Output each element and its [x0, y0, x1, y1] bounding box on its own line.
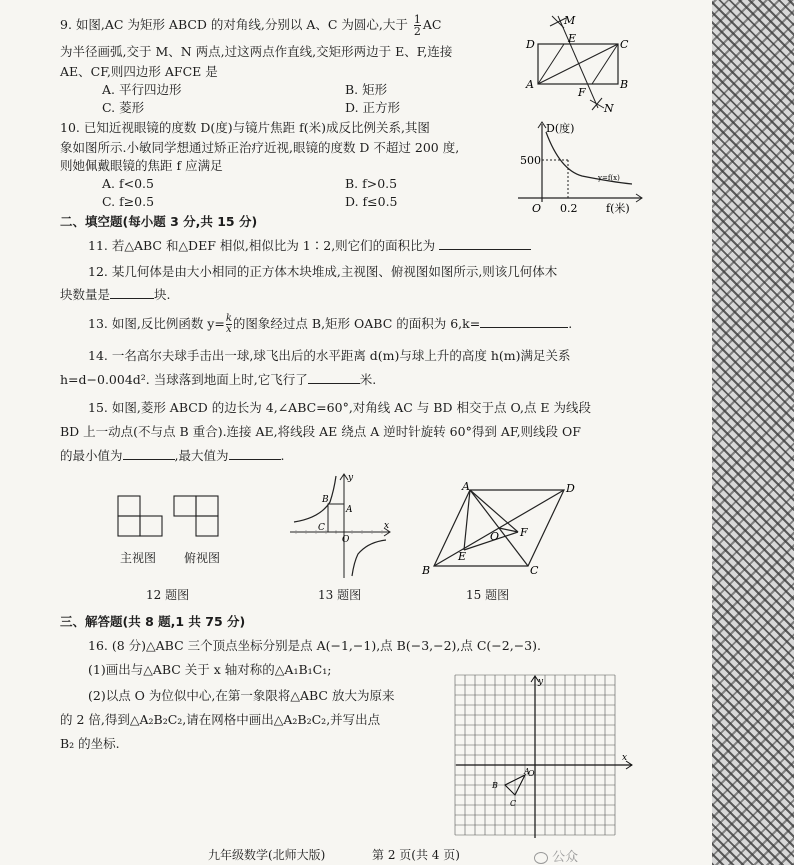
q16-part2b: 的 2 倍,得到△A₂B₂C₂,请在网格中画出△A₂B₂C₂,并写出点 — [60, 712, 381, 727]
svg-text:x: x — [384, 521, 390, 531]
q9-option-d: D. 正方形 — [345, 100, 401, 115]
fig13-caption: 13 题图 — [318, 588, 362, 602]
svg-text:f(米): f(米) — [606, 202, 630, 214]
svg-text:A: A — [346, 505, 353, 515]
svg-text:B: B — [422, 564, 431, 577]
q9-option-a: A. 平行四边形 — [102, 82, 182, 97]
svg-text:B: B — [322, 495, 329, 505]
q16-coordinate-grid — [452, 672, 638, 840]
fig12-front-view-label: 主视图 — [120, 551, 157, 565]
q10-option-a: A. f<0.5 — [102, 176, 154, 191]
q15-line3: 的最小值为 ,最大值为 . — [60, 448, 285, 463]
footer-page-number: 第 2 页(共 4 页) — [372, 848, 460, 862]
q10-option-b: B. f>0.5 — [345, 176, 398, 191]
svg-text:M: M — [564, 14, 576, 27]
svg-text:A: A — [462, 480, 470, 493]
q15-line2: BD 上一动点(不与点 B 重合).连接 AE,将线段 AE 绕点 A 逆时针旋转 60°得到 AF,则线段 OF — [60, 424, 581, 439]
svg-text:C: C — [510, 799, 517, 808]
svg-text:D: D — [566, 482, 575, 495]
q16-line1: 16. (8 分)△ABC 三个顶点坐标分别是点 A(−1,−1),点 B(−3,−2),点 C(−2,−3). — [88, 638, 541, 653]
svg-text:C: C — [620, 38, 629, 51]
page-border-pattern — [712, 0, 794, 865]
svg-text:O: O — [342, 535, 350, 545]
q9-option-c: C. 菱形 — [102, 100, 145, 115]
q12-line1: 12. 某几何体是由大小相同的正方体木块堆成,主视图、俯视图如图所示,则该几何体木 — [88, 264, 558, 279]
watermark: 公众 — [534, 846, 578, 865]
q10-option-c: C. f≥0.5 — [102, 194, 155, 209]
q9-option-b: B. 矩形 — [345, 82, 388, 97]
q14-line2: h=d−0.004d². 当球落到地面上时,它飞行了 米. — [60, 372, 377, 387]
q9-line2: 为半径画弧,交于 M、N 两点,过这两点作直线,交矩形两边于 E、F,连接 — [60, 44, 453, 59]
svg-text:x: x — [622, 753, 628, 763]
fig15-caption: 15 题图 — [466, 588, 510, 602]
q10-graph-figure — [512, 118, 652, 214]
svg-text:N: N — [604, 102, 614, 115]
q10-line3: 则她佩戴眼镜的焦距 f 应满足 — [60, 158, 223, 173]
q9-rectangle-figure — [520, 8, 640, 116]
q14-line1: 14. 一名高尔夫球手击出一球,球飞出后的水平距离 d(m)与球上升的高度 h(m)满足关系 — [88, 348, 571, 363]
q15-line1: 15. 如图,菱形 ABCD 的边长为 4,∠ABC=60°,对角线 AC 与 BD 相交于点 O,点 E 为线段 — [88, 400, 592, 415]
svg-text:B: B — [492, 781, 498, 790]
svg-text:y: y — [538, 677, 544, 687]
svg-text:y: y — [348, 473, 354, 483]
fig13-hyperbola — [286, 470, 396, 582]
q16-part1: (1)画出与△ABC 关于 x 轴对称的△A₁B₁C₁; — [88, 662, 332, 677]
fig12-top-view-label: 俯视图 — [184, 551, 221, 565]
svg-text:D(度): D(度) — [546, 122, 575, 135]
q11-text: 11. 若△ABC 和△DEF 相似,相似比为 1∶2,则它们的面积比为 — [88, 236, 531, 254]
svg-text:E: E — [568, 32, 577, 45]
section-solve-title: 三、解答题(共 8 题,1 共 75 分) — [60, 614, 246, 629]
section-fill-in-title: 二、填空题(每小题 3 分,共 15 分) — [60, 214, 258, 229]
svg-text:A: A — [524, 767, 530, 776]
q9-line1: 9. 如图,AC 为矩形 ABCD 的对角线,分别以 A、C 为圆心,大于 $\frac{1}{2}$ AC — [60, 13, 442, 38]
svg-text:A: A — [526, 78, 534, 91]
svg-text:F: F — [578, 86, 586, 99]
q10-option-d: D. f≤0.5 — [345, 194, 398, 209]
svg-text:0.2: 0.2 — [560, 202, 578, 214]
svg-text:C: C — [530, 564, 539, 577]
svg-text:O: O — [490, 530, 500, 543]
svg-text:B: B — [620, 78, 629, 91]
svg-text:O: O — [528, 769, 535, 778]
q9-line3: AE、CF,则四边形 AFCE 是 — [60, 64, 218, 79]
svg-text:F: F — [520, 526, 528, 539]
fig15-rhombus — [418, 478, 588, 578]
svg-text:O: O — [532, 202, 542, 214]
footer-subject: 九年级数学(北师大版) — [208, 848, 326, 862]
svg-text:y=f(x): y=f(x) — [598, 174, 620, 182]
q16-part2a: (2)以点 O 为位似中心,在第一象限将△ABC 放大为原来 — [88, 688, 395, 703]
wechat-icon — [534, 852, 548, 864]
q16-part2c: B₂ 的坐标. — [60, 736, 120, 751]
svg-text:E: E — [458, 550, 467, 563]
fig12-caption: 12 题图 — [146, 588, 190, 602]
fig12-views — [112, 494, 242, 544]
q12-line2: 块数量是 块. — [60, 287, 171, 302]
svg-text:C: C — [318, 523, 325, 533]
svg-text:500: 500 — [520, 154, 541, 167]
svg-text:D: D — [526, 38, 535, 51]
q10-line2: 象如图所示.小敏同学想通过矫正治疗近视,眼镜的度数 D 不超过 200 度, — [60, 140, 460, 155]
q10-line1: 10. 已知近视眼镜的度数 D(度)与镜片焦距 f(米)成反比例关系,其图 — [60, 120, 430, 135]
q13-text: 13. 如图,反比例函数 y= $\frac{k}{x}$ 的图象经过点 B,矩形 OABC 的面积为 6,k= . — [88, 313, 573, 335]
